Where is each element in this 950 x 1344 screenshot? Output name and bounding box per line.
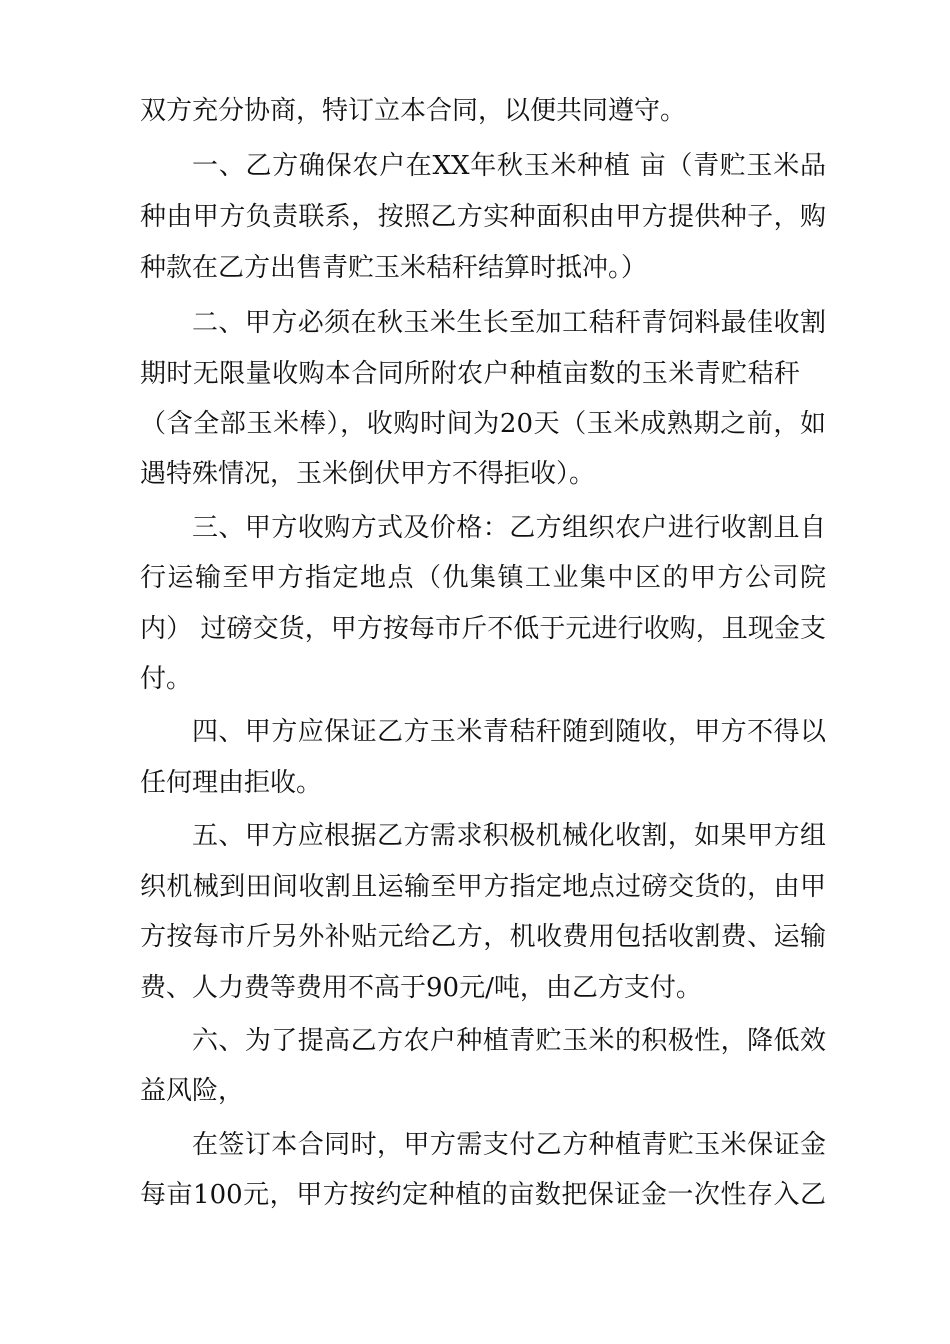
text-line-content: 织机械到田间收割且运输至甲方指定地点过磅交货的，由甲	[140, 872, 826, 902]
text-line	[0, 91, 950, 131]
text-line-content: 六、为了提高乙方农户种植青贮玉米的积极性，降低效	[192, 1026, 826, 1056]
text-line	[0, 968, 950, 1008]
text-line-content: 方按每市斤另外补贴元给乙方，机收费用包括收割费、运输	[140, 922, 826, 952]
text-line	[0, 303, 950, 343]
text-line	[0, 609, 950, 649]
text-line	[0, 867, 950, 907]
text-line-content: 期时无限量收购本合同所附农户种植亩数的玉米青贮秸秆	[140, 359, 800, 389]
text-line	[0, 558, 950, 598]
text-line-content: 任何理由拒收。	[140, 768, 323, 798]
text-line	[0, 248, 950, 288]
text-line-content: 双方充分协商，特订立本合同，以便共同遵守。	[140, 96, 687, 126]
text-line	[0, 508, 950, 548]
text-line	[0, 1071, 950, 1111]
text-line-content: 付。	[140, 664, 193, 694]
text-line-content: 种由甲方负责联系，按照乙方实种面积由甲方提供种子，购	[140, 202, 826, 232]
text-line	[0, 1125, 950, 1165]
text-line-content: 每亩100元，甲方按约定种植的亩数把保证金一次性存入乙	[140, 1180, 826, 1210]
text-line-content: 遇特殊情况，玉米倒伏甲方不得拒收）。	[140, 459, 596, 489]
text-line-content: 内） 过磅交货，甲方按每市斤不低于元进行收购，且现金支	[140, 614, 826, 644]
text-line-content: 种款在乙方出售青贮玉米秸秆结算时抵冲。）	[140, 253, 648, 283]
text-line	[0, 197, 950, 237]
text-line	[0, 146, 950, 186]
text-line-content: （含全部玉米棒），收购时间为20天（玉米成熟期之前，如	[140, 409, 826, 439]
text-line-content: 五、甲方应根据乙方需求积极机械化收割，如果甲方组	[192, 821, 826, 851]
text-line	[0, 354, 950, 394]
text-line-content: 益风险，	[140, 1076, 245, 1106]
text-line-content: 三、甲方收购方式及价格：乙方组织农户进行收割且自	[192, 513, 826, 543]
text-line-content: 在签订本合同时，甲方需支付乙方种植青贮玉米保证金	[192, 1130, 826, 1160]
text-line	[0, 1175, 950, 1215]
text-line	[0, 659, 950, 699]
text-line	[0, 763, 950, 803]
text-line-content: 一、乙方确保农户在XX年秋玉米种植 亩（青贮玉米品	[192, 151, 826, 181]
text-line	[0, 917, 950, 957]
text-line-content: 二、甲方必须在秋玉米生长至加工秸秆青饲料最佳收割	[192, 308, 826, 338]
text-line	[0, 454, 950, 494]
text-line	[0, 404, 950, 444]
text-line-content: 四、甲方应保证乙方玉米青秸秆随到随收，甲方不得以	[192, 717, 826, 747]
text-line-content: 行运输至甲方指定地点（仇集镇工业集中区的甲方公司院	[140, 563, 826, 593]
text-line-content: 费、人力费等费用不高于90元/吨，由乙方支付。	[140, 973, 702, 1003]
text-line	[0, 816, 950, 856]
text-line	[0, 712, 950, 752]
text-line	[0, 1021, 950, 1061]
